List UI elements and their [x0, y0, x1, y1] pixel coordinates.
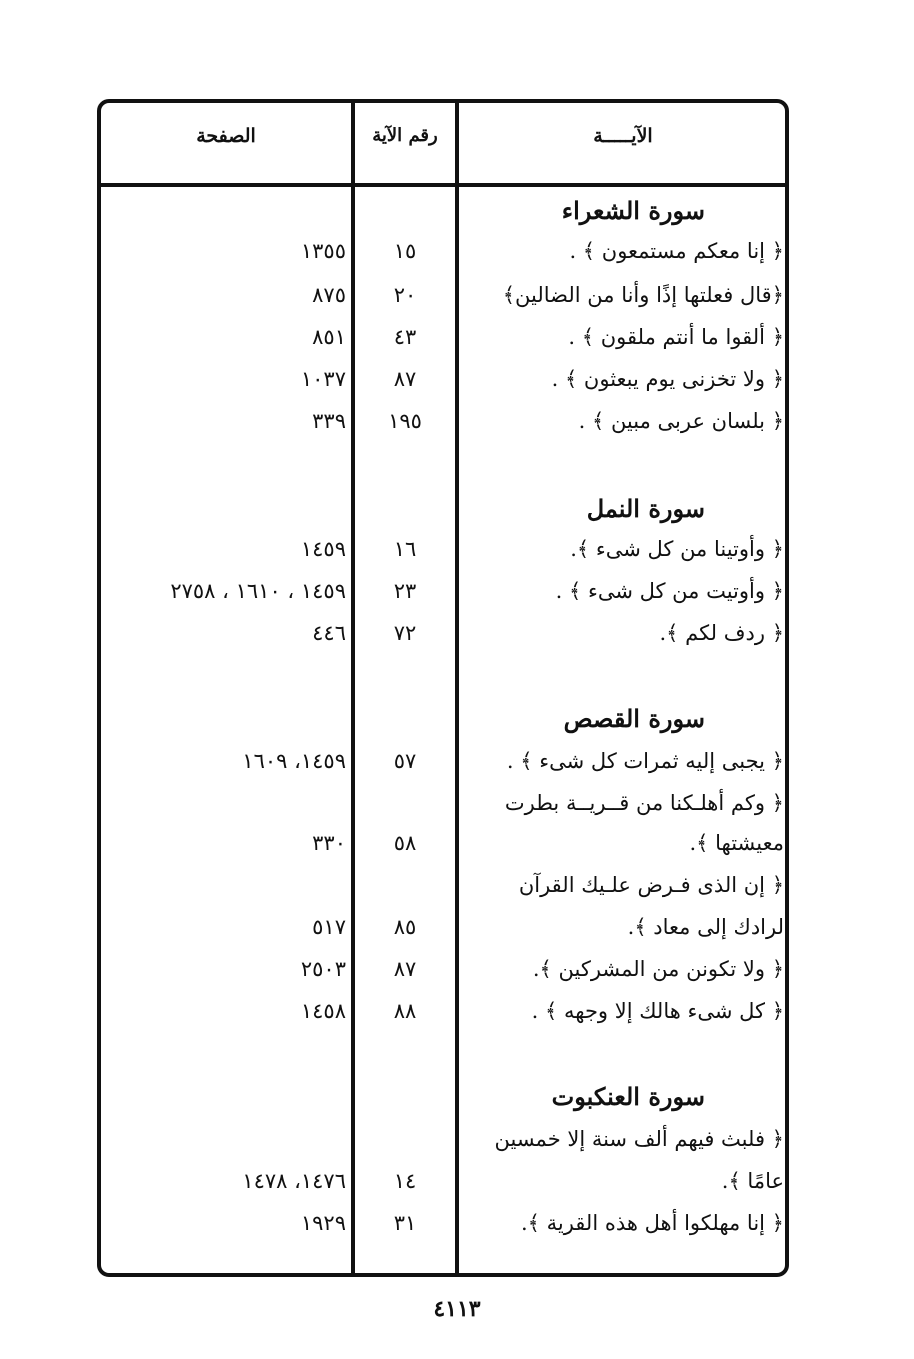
page-reference: ٣٣٠ — [312, 831, 346, 855]
verse-number: ٢٠ — [393, 283, 417, 307]
page-reference: ٣٣٩ — [312, 409, 346, 433]
verse-text: ﴿ وأوتيت من كل شىء ﴾ . — [555, 579, 784, 603]
verse-text: ﴿ ولا تخزنى يوم يبعثون ﴾ . — [551, 367, 784, 391]
page-reference: ١٩٢٩ — [300, 1211, 346, 1235]
header-verse: الآيـــــة — [593, 125, 653, 147]
header-verse-number: رقم الآية — [372, 125, 438, 146]
verse-number: ٣١ — [393, 1211, 417, 1235]
page-reference: ١٤٥٩ — [300, 537, 346, 561]
header-divider — [101, 183, 785, 187]
column-divider-left — [351, 103, 355, 1273]
verse-text: ﴿قال فعلتها إذًا وأنا من الضالين﴾ — [502, 283, 784, 307]
verse-text: ﴿ فلبث فيهم ألف سنة إلا خمسين — [494, 1127, 784, 1151]
verse-number: ١٦ — [393, 537, 417, 561]
page-reference: ٨٧٥ — [312, 283, 346, 307]
verse-number: ١٤ — [393, 1169, 417, 1193]
page-reference: ٥١٧ — [312, 915, 346, 939]
verse-number: ٤٣ — [393, 325, 417, 349]
verse-text: معيشتها ﴾. — [689, 831, 784, 855]
header-page: الصفحة — [196, 125, 256, 147]
page-reference: ٢٥٠٣ — [300, 957, 346, 981]
page-reference: ١٤٧٦، ١٤٧٨ — [242, 1169, 346, 1193]
verse-text: ﴿ ردف لكم ﴾. — [659, 621, 784, 645]
verse-number: ١٥ — [393, 239, 417, 263]
verse-text: ﴿ ألقوا ما أنتم ملقون ﴾ . — [568, 325, 784, 349]
page-reference: ١٤٥٨ — [300, 999, 346, 1023]
page-reference: ١٣٥٥ — [300, 239, 346, 263]
surah-title: سورة القصص — [563, 704, 705, 733]
column-divider-right — [455, 103, 459, 1273]
page-reference: ١٠٣٧ — [300, 367, 346, 391]
verse-number: ٨٨ — [393, 999, 417, 1023]
surah-title: سورة النمل — [586, 494, 705, 523]
verse-text: ﴿ وأوتينا من كل شىء ﴾. — [570, 537, 784, 561]
verse-number: ٨٧ — [393, 367, 417, 391]
surah-title: سورة العنكبوت — [551, 1082, 705, 1111]
verse-text: ﴿ إنا مهلكوا أهل هذه القرية ﴾. — [520, 1211, 784, 1235]
verse-text: عامًا ﴾. — [721, 1169, 784, 1193]
verse-text: ﴿ إنا معكم مستمعون ﴾ . — [569, 239, 784, 263]
verse-number: ٨٥ — [393, 915, 417, 939]
verse-text: ﴿ بلسان عربى مبين ﴾ . — [578, 409, 784, 433]
verse-number: ٥٨ — [393, 831, 417, 855]
verse-text: ﴿ إن الذى فـرض علـيك القرآن — [518, 873, 784, 897]
verse-number: ٥٧ — [393, 749, 417, 773]
page-reference: ١٤٥٩ ، ١٦١٠ ، ٢٧٥٨ — [170, 579, 346, 603]
verse-text: ﴿ وكم أهلـكنا من قــريــة بطرت — [504, 791, 784, 815]
verse-number: ٨٧ — [393, 957, 417, 981]
verse-number: ٢٣ — [393, 579, 417, 603]
surah-title: سورة الشعراء — [561, 196, 705, 225]
page-reference: ٤٤٦ — [312, 621, 346, 645]
verse-text: ﴿ ولا تكونن من المشركين ﴾. — [532, 957, 784, 981]
verse-text: ﴿ يجبى إليه ثمرات كل شىء ﴾ . — [506, 749, 784, 773]
verse-text: ﴿ كل شىء هالك إلا وجهه ﴾ . — [531, 999, 784, 1023]
page-reference: ٨٥١ — [312, 325, 346, 349]
verse-number: ٧٢ — [393, 621, 417, 645]
verse-number: ١٩٥ — [388, 409, 422, 433]
page-number: ٤١١٣ — [433, 1296, 481, 1322]
verse-text: لرادك إلى معاد ﴾. — [627, 915, 784, 939]
page-reference: ١٤٥٩، ١٦٠٩ — [242, 749, 346, 773]
